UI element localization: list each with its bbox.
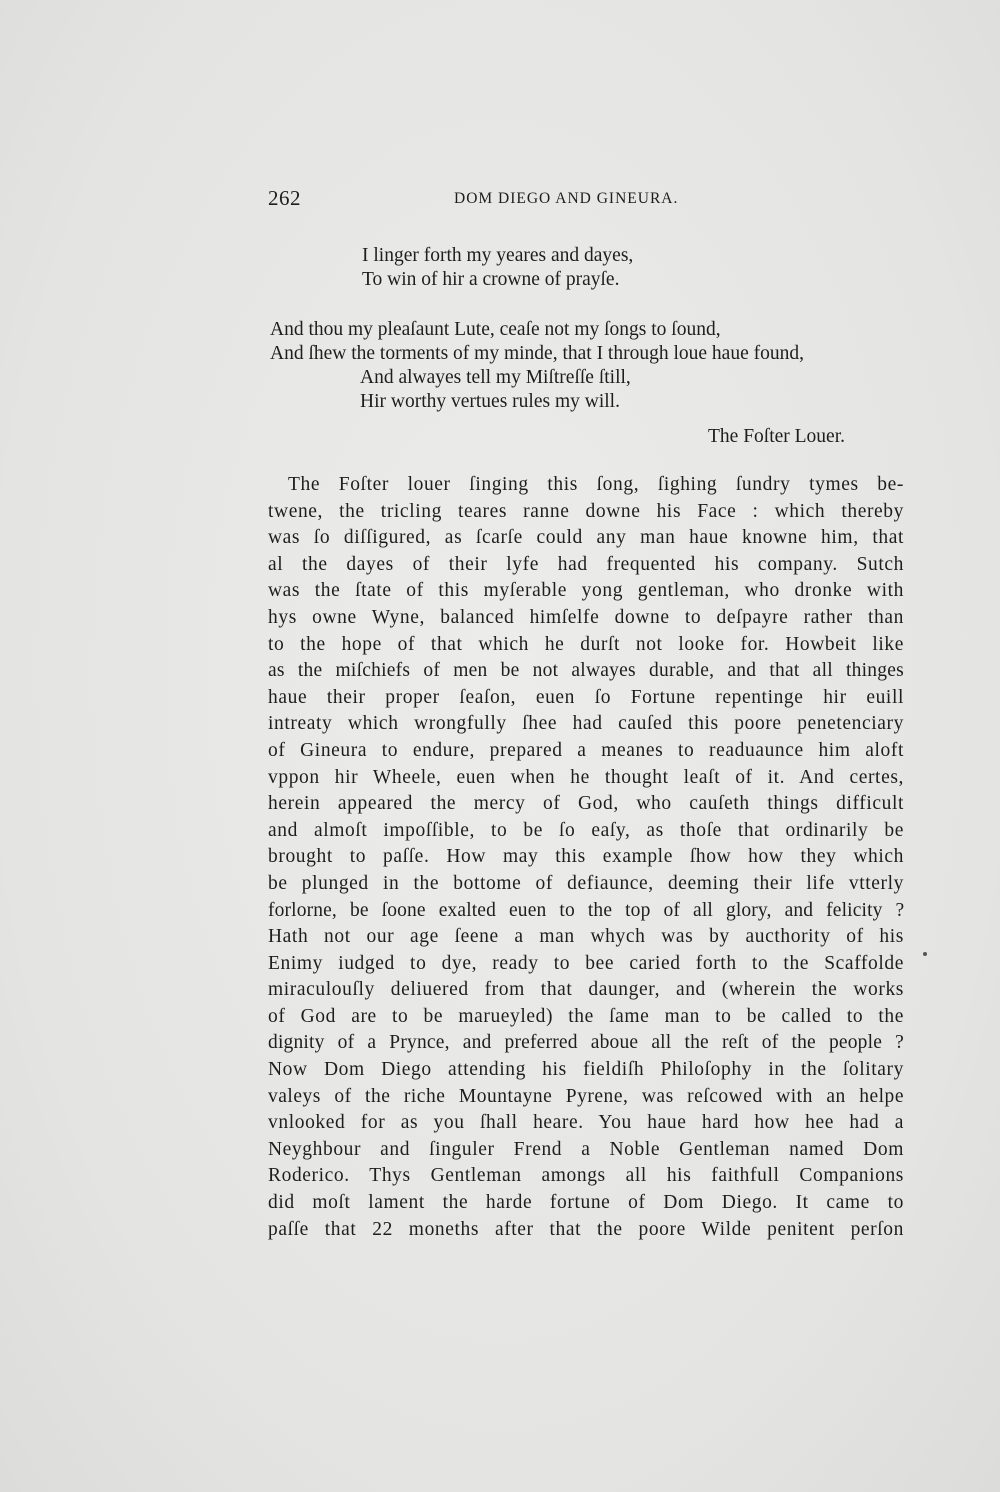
prose-line: Roderico. Thys Gentleman amongs all his faithfull Companions (268, 1165, 904, 1187)
verse-signature: The Foſter Louer. (708, 426, 846, 447)
prose-line: vppon hir Wheele, euen when he thought leaſt of it. And certes, (268, 766, 904, 788)
verse-line: And alwayes tell my Miſtreſſe ſtill, (360, 367, 631, 388)
page-number: 262 (268, 186, 301, 210)
prose-line: Neyghbour and ſinguler Frend a Noble Gentleman named Dom (268, 1138, 904, 1160)
prose-line: miraculouſly deliuered from that daunger, and (wherein the works (268, 979, 904, 1001)
prose-line: Hath not our age ſeene a man whych was by auсthority of his (268, 926, 904, 948)
prose-line: as the miſchiefs of men be not alwayes durable, and that all thinges (268, 660, 904, 682)
prose-line: intreaty which wrongfully ſhee had cauſed this poore penetenciary (268, 713, 904, 735)
prose-line: paſſe that 22 moneths after that the poore Wilde penitent perſon (268, 1218, 904, 1240)
verse-line: And thou my pleaſaunt Lute, ceaſe not my ſongs to ſound, (270, 319, 721, 340)
prose-line: vnlooked for as you ſhall heare. You haue hard how hee had a (268, 1112, 904, 1134)
prose-line: valeys of the riche Mountayne Pyrene, was reſcowed with an helpe (268, 1085, 904, 1107)
margin-mark (923, 952, 927, 956)
prose-line: al the dayes of their lyfe had frequented his company. Sutch (268, 553, 904, 575)
prose-line: was ſo diſſigured, as ſcarſe could any man haue knowne him, that (268, 527, 904, 549)
prose-line: herein appeared the mercy of God, who cauſeth things difficult (268, 793, 904, 815)
prose-line: dignity of a Prynce, and preferred aboue all the reſt of the people ? (268, 1032, 904, 1054)
prose-line: Enimy iudged to dye, ready to bee caried forth to the Scaffolde (268, 952, 904, 974)
prose-line: haue their proper ſeaſon, euen ſo Fortune repentinge hir euill (268, 686, 904, 708)
prose-line: Now Dom Diego attending his fieldiſh Philoſophy in the ſolitary (268, 1059, 904, 1081)
prose-line: of Gineura to endure, prepared a meanes to readuaunce him aloft (268, 739, 904, 761)
prose-line: be plunged in the bottome of defiaunce, deeming their life vtterly (268, 872, 904, 894)
verse-line: Hir worthy vertues rules my will. (360, 391, 620, 412)
prose-paragraph (268, 472, 904, 1243)
running-title: DOM DIEGO AND GINEURA. (454, 190, 679, 207)
verse-line: I linger forth my yeares and dayes, (362, 245, 634, 266)
verse-line: And ſhew the torments of my minde, that I through loue haue found, (270, 343, 804, 364)
prose-line: did moſt lament the harde fortune of Dom Diego. It came to (268, 1192, 904, 1214)
verse-stanza-bottom (270, 318, 804, 414)
prose-line: to the hope of that which he durſt not looke for. Howbeit like (268, 633, 904, 655)
prose-line: forlorne, be ſoone exalted euen to the top of all glory, and felicity ? (268, 899, 904, 921)
verse-stanza-top (362, 244, 633, 292)
prose-line: was the ſtate of this myſerable yong gentleman, who dronke with (268, 580, 904, 602)
prose-line: The Foſter louer ſinging this ſong, ſighing ſundry tymes be- (288, 474, 904, 495)
prose-line: and almoſt impoſſible, to be ſo eaſy, as thoſe that ordinarily be (268, 819, 904, 841)
prose-line: of God are to be marueyled) the ſame man to be called to the (268, 1005, 904, 1027)
verse-line: To win of hir a crowne of prayſe. (362, 269, 620, 290)
page-header (268, 186, 908, 216)
prose-line: twene, the tricling teares ranne downe his Face : which thereby (268, 500, 904, 522)
prose-line: hys owne Wyne, balanced himſelfe downe to deſpayre rather than (268, 606, 904, 628)
prose-line: brought to paſſe. How may this example ſhow how they which (268, 846, 904, 868)
